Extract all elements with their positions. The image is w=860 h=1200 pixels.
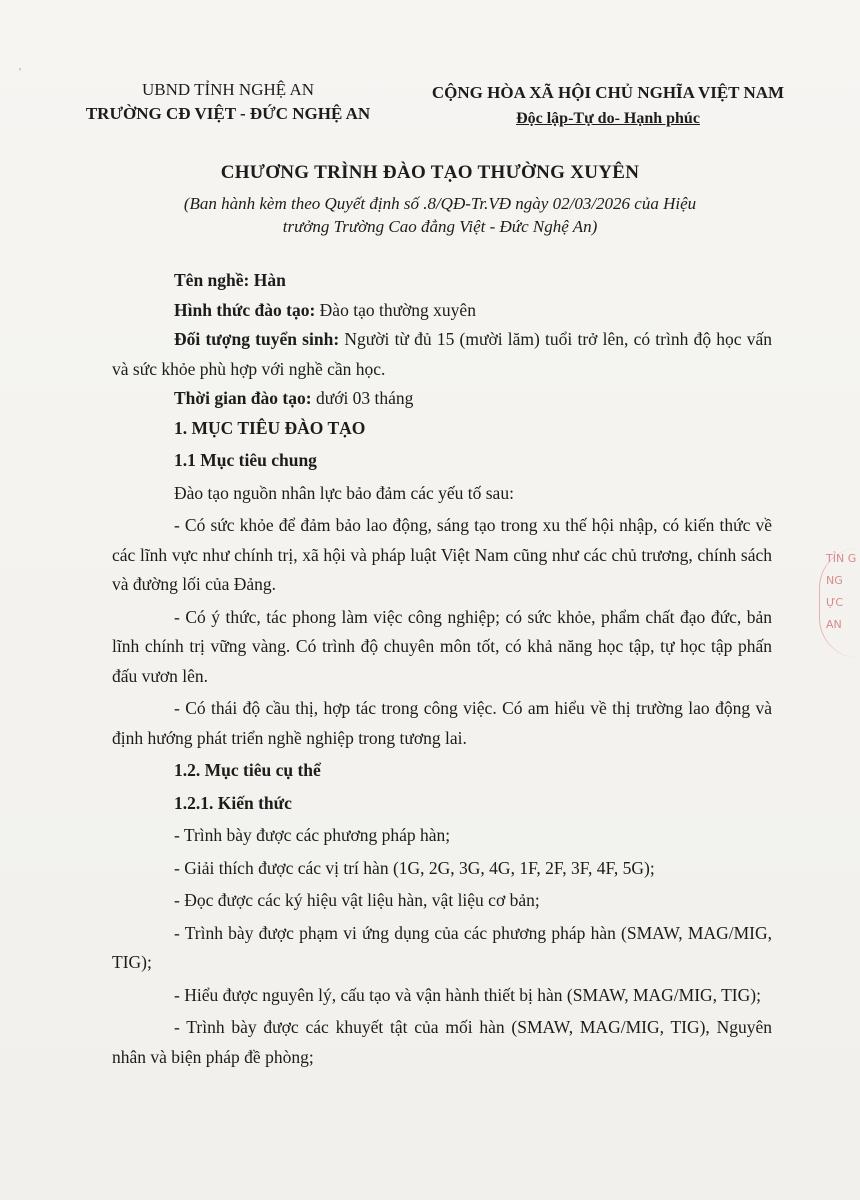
document-body <box>112 266 772 1072</box>
red-seal-stamp: TỈN G NG ỰC AN <box>819 548 860 658</box>
section-1-1-intro: Đào tạo nguồn nhân lực bảo đảm các yếu tố sau: <box>174 482 514 503</box>
info-doituong-value: Người từ đủ 15 (mười lăm) tuổi trở lên, có trình độ học vấn và sức khỏe phù hợp với nghề cần học. <box>112 329 773 379</box>
info-hinhthuc <box>112 296 772 326</box>
list-item: - Trình bày được các khuyết tật của mối hàn (SMAW, MAG/MIG, TIG), Nguyên nhân và biện pháp đề phòng; <box>112 1017 772 1067</box>
list-item: - Trình bày được các phương pháp hàn; <box>174 825 451 845</box>
info-nghe-label: Tên nghề: <box>174 270 250 290</box>
section-1-1-heading: 1.1 Mục tiêu chung <box>174 450 317 470</box>
info-thoigian-value: dưới 03 tháng <box>315 388 414 408</box>
issuer-school: TRƯỜNG CĐ VIỆT - ĐỨC NGHỆ AN <box>85 104 371 123</box>
section-1-2-1-heading: 1.2.1. Kiến thức <box>174 792 292 813</box>
list-item: - Trình bày được phạm vi ứng dụng của các phương pháp hàn (SMAW, MAG/MIG, TIG); <box>112 922 772 972</box>
list-item: - Đọc được các ký hiệu vật liệu hàn, vật liệu cơ bản; <box>174 890 540 910</box>
info-thoigian-label: Thời gian đào tạo: <box>174 388 312 408</box>
info-hinhthuc-label: Hình thức đào tạo: <box>174 299 316 320</box>
info-nghe <box>112 266 772 296</box>
document-subtitle <box>130 192 750 238</box>
info-hinhthuc-value: Đào tạo thường xuyên <box>319 299 476 320</box>
section-1-1-point-2: - Có ý thức, tác phong làm việc công nghiệp; có sức khỏe, phẩm chất đạo đức, bản lĩnh chính trị vững vàng. Có trình độ chuyên môn tốt, có khả năng học tập, tự học tập phấn đấu vươn lên. <box>112 606 772 686</box>
issuer-authority: UBND TỈNH NGHỆ AN <box>141 80 315 99</box>
section-1-1-point-1: - Có sức khỏe để đảm bảo lao động, sáng tạo trong xu thế hội nhập, có kiến thức về các lĩnh vực như chính trị, xã hội và pháp luật Việt Nam cũng như các chủ trương, chính sách và đường lối của Đảng. <box>112 515 772 594</box>
document-title: CHƯƠNG TRÌNH ĐÀO TẠO THƯỜNG XUYÊN <box>220 162 640 183</box>
subtitle-line-1: (Ban hành kèm theo Quyết định số .8/QĐ-Tr.VĐ ngày 02/03/2026 của Hiệu <box>183 194 697 213</box>
national-header <box>428 80 788 132</box>
info-thoigian <box>112 384 772 414</box>
info-nghe-value: Hàn <box>253 270 286 290</box>
section-1-2-heading: 1.2. Mục tiêu cụ thể <box>174 760 321 780</box>
issuer-header <box>78 78 378 126</box>
list-item: - Giải thích được các vị trí hàn (1G, 2G, 3G, 4G, 1F, 2F, 3F, 4F, 5G); <box>174 857 655 878</box>
list-item: - Hiểu được nguyên lý, cấu tạo và vận hành thiết bị hàn (SMAW, MAG/MIG, TIG); <box>174 984 761 1005</box>
info-doituong-label: Đối tượng tuyển sinh: <box>174 329 340 349</box>
section-1-heading: 1. MỤC TIÊU ĐÀO TẠO <box>174 417 366 438</box>
national-title: CỘNG HÒA XÃ HỘI CHỦ NGHĨA VIỆT NAM <box>431 83 785 102</box>
corner-mark: ˒ <box>18 60 22 74</box>
national-motto: Độc lập-Tự do- Hạnh phúc <box>516 110 700 127</box>
info-doituong <box>112 325 772 384</box>
section-1-1-point-3: - Có thái độ cầu thị, hợp tác trong công việc. Có am hiểu về thị trường lao động và định hướng phát triển nghề nghiệp trong tương lai. <box>112 698 772 748</box>
subtitle-line-2: trưởng Trường Cao đẳng Việt - Đức Nghệ An) <box>282 217 598 236</box>
